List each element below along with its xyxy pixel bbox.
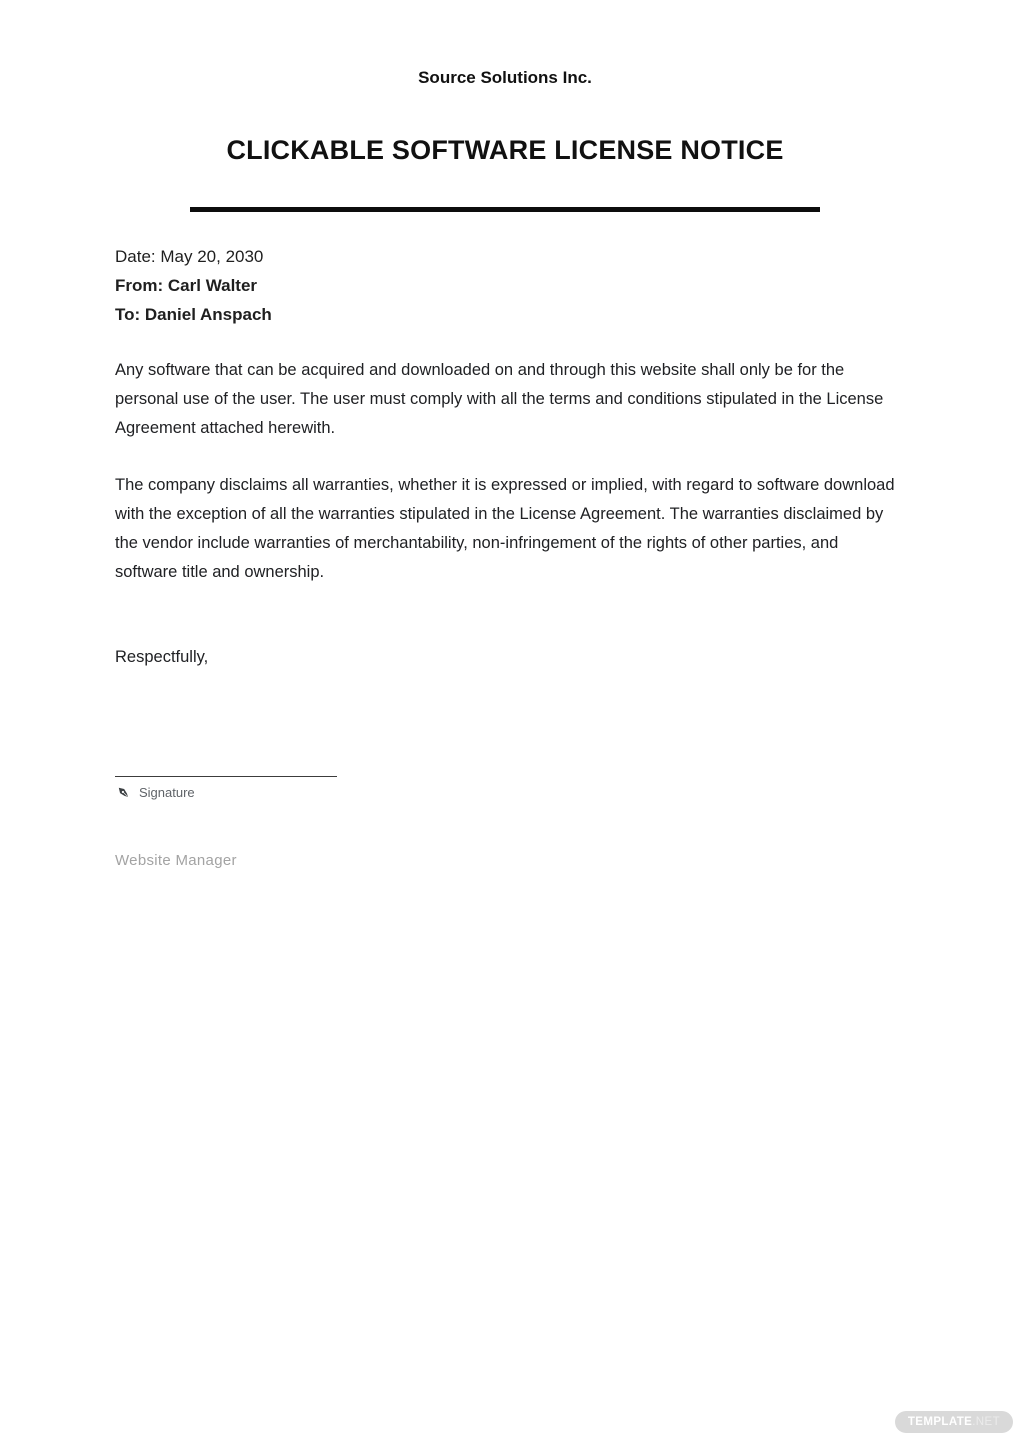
signature-line bbox=[115, 776, 337, 777]
date-row bbox=[115, 242, 895, 271]
to-label: To: bbox=[115, 305, 141, 324]
date-value: May 20, 2030 bbox=[160, 247, 264, 266]
closing-salutation: Respectfully, bbox=[115, 648, 209, 666]
signature-placeholder-row bbox=[115, 784, 337, 801]
from-label: From: bbox=[115, 276, 164, 295]
signer-job-title: Website Manager bbox=[115, 852, 237, 869]
from-value: Carl Walter bbox=[167, 276, 258, 295]
watermark-tld-text: .NET bbox=[972, 1416, 1000, 1428]
body-paragraph-2: The company disclaims all warranties, whether it is expressed or implied, with regard to software download with the exception of all the warranties stipulated in the License Agreement. The warranties disclaimed by the vendor include warranties of merchantability, non-infringement of the rights of other parties, and software title and ownership. bbox=[115, 476, 895, 581]
from-row bbox=[115, 271, 895, 300]
pen-nib-icon bbox=[115, 784, 132, 801]
signature-field[interactable] bbox=[115, 776, 337, 801]
to-value: Daniel Anspach bbox=[144, 305, 272, 324]
company-name: Source Solutions Inc. bbox=[418, 68, 592, 87]
to-row bbox=[115, 300, 895, 329]
title-divider-rule bbox=[190, 207, 820, 212]
letter-meta bbox=[115, 242, 895, 329]
template-net-watermark-badge[interactable] bbox=[895, 1411, 1013, 1433]
signature-label: Signature bbox=[139, 785, 195, 800]
body-paragraph-1: Any software that can be acquired and downloaded on and through this website shall only be for the personal use of the user. The user must comply with all the terms and conditions stipulated in the License Agreement attached herewith. bbox=[115, 361, 884, 437]
document-title: CLICKABLE SOFTWARE LICENSE NOTICE bbox=[226, 135, 784, 165]
watermark-brand-text: TEMPLATE bbox=[907, 1416, 973, 1428]
date-label: Date: bbox=[115, 247, 156, 266]
